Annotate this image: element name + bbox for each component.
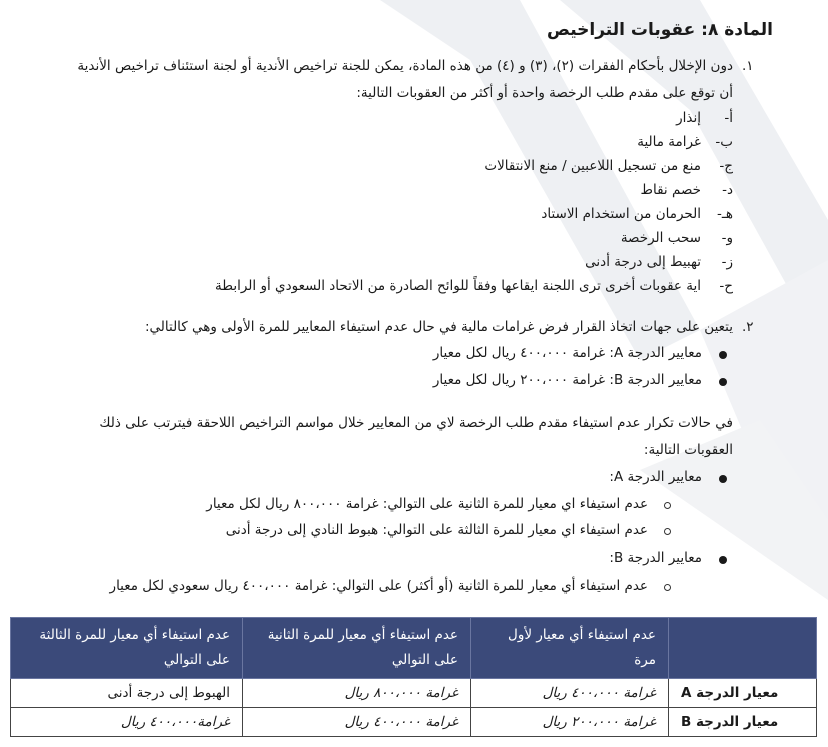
sub-bullet-circle xyxy=(664,502,671,509)
bullet-dot xyxy=(719,556,727,564)
header-cell-empty xyxy=(669,618,817,679)
item-letter: ج- xyxy=(719,158,733,174)
penalty-item: الحرمان من استخدام الاستاد xyxy=(541,206,701,222)
item-letter: هـ- xyxy=(717,206,733,222)
table-cell: غرامة ٢٠٠،٠٠٠ ريال xyxy=(471,708,669,737)
header-second-time: عدم استيفاء أي معيار للمرة الثانية على التوالي xyxy=(243,618,471,679)
penalty-item: إنذار xyxy=(676,110,701,126)
header-first-time: عدم استيفاء أي معيار لأول مرة xyxy=(471,618,669,679)
table-cell: الهبوط إلى درجة أدنى xyxy=(11,679,243,708)
bullet-dot xyxy=(719,378,727,386)
penalty-item: غرامة مالية xyxy=(637,134,701,150)
item-letter: ز- xyxy=(721,254,733,270)
item-letter: ب- xyxy=(715,134,733,150)
table-row xyxy=(11,708,817,737)
table-cell: غرامة٤٠٠،٠٠٠ ريال xyxy=(11,708,243,737)
table-cell: غرامة ٤٠٠،٠٠٠ ريال xyxy=(243,708,471,737)
para1-line2: أن توقع على مقدم طلب الرخصة واحدة أو أكثر من العقوبات التالية: xyxy=(356,85,733,101)
bullet-dot xyxy=(719,351,727,359)
header-third-time: عدم استيفاء أي معيار للمرة الثالثة على التوالي xyxy=(11,618,243,679)
article-heading: المادة ٨: عقوبات التراخيص xyxy=(547,20,773,40)
table-cell: غرامة ٨٠٠،٠٠٠ ريال xyxy=(243,679,471,708)
item-letter: أ- xyxy=(724,110,733,126)
item-letter: و- xyxy=(721,230,733,246)
para2-line: يتعين على جهات اتخاذ القرار فرض غرامات مالية في حال عدم استيفاء المعايير للمرة الأولى وهي كالتالي: xyxy=(144,319,733,335)
para1-line1: دون الإخلال بأحكام الفقرات (٢)، (٣) و (٤) من هذه المادة، يمكن للجنة تراخيص الأندية أو لجنة استئناف تراخيص الأندية xyxy=(77,58,733,74)
penalty-item: خصم نقاط xyxy=(640,182,701,198)
para1-number: ١. xyxy=(742,58,754,74)
penalty-item: تهبيط إلى درجة أدنى xyxy=(585,254,701,270)
penalty-item: اية عقوبات أخرى ترى اللجنة ايقاعها وفقاً للوائح الصادرة من الاتحاد السعودي أو الرابطة xyxy=(215,278,701,294)
row-label-b: معيار الدرجة B xyxy=(669,708,817,737)
bullet-dot xyxy=(719,475,727,483)
group-a-sub: عدم استيفاء اي معيار للمرة الثالثة على التوالي: هبوط النادي إلى درجة أدنى xyxy=(225,522,648,538)
table-header-row xyxy=(11,618,817,679)
fine-bullet-a: معايير الدرجة A: غرامة ٤٠٠،٠٠٠ ريال لكل معيار xyxy=(432,345,702,361)
row-label-a: معيار الدرجة A xyxy=(669,679,817,708)
group-a-label: معايير الدرجة A: xyxy=(609,469,702,485)
sub-bullet-circle xyxy=(664,528,671,535)
sub-bullet-circle xyxy=(664,584,671,591)
table-cell: غرامة ٤٠٠،٠٠٠ ريال xyxy=(471,679,669,708)
item-letter: ح- xyxy=(719,278,733,294)
fine-bullet-b: معايير الدرجة B: غرامة ٢٠٠،٠٠٠ ريال لكل معيار xyxy=(432,372,702,388)
group-b-sub: عدم استيفاء أي معيار للمرة الثانية (أو أكثر) على التوالي: غرامة ٤٠٠،٠٠٠ ريال سعودي لكل معيار xyxy=(109,578,648,594)
para2-number: ٢. xyxy=(742,319,754,335)
group-b-label: معايير الدرجة B: xyxy=(609,550,702,566)
penalty-item: سحب الرخصة xyxy=(620,230,701,246)
item-letter: د- xyxy=(722,182,733,198)
repeat-line1: في حالات تكرار عدم استيفاء مقدم طلب الرخصة لاي من المعايير خلال مواسم التراخيص اللاحقة فيترتب على ذلك xyxy=(99,415,733,431)
penalties-table xyxy=(10,617,817,737)
repeat-line2: العقوبات التالية: xyxy=(643,442,733,458)
group-a-sub: عدم استيفاء اي معيار للمرة الثانية على التوالي: غرامة ٨٠٠،٠٠٠ ريال لكل معيار xyxy=(206,496,648,512)
penalty-item: منع من تسجيل اللاعبين / منع الانتقالات xyxy=(484,158,701,174)
table-row xyxy=(11,679,817,708)
